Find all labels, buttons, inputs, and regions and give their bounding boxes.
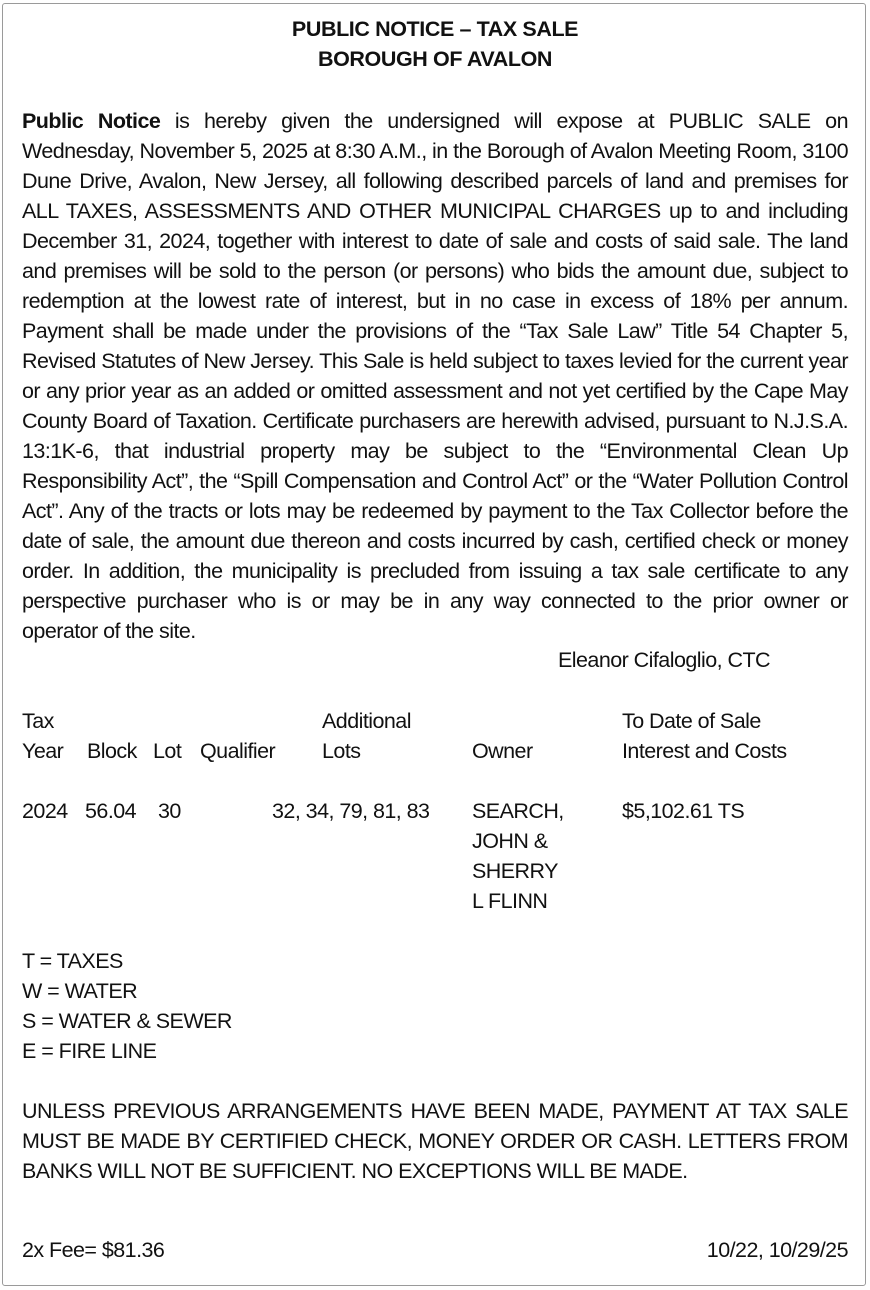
cell-amount: $5,102.61 TS [622, 799, 745, 823]
header-additional-lots-line1: Additional [322, 709, 411, 733]
header-amount-line1: To Date of Sale [622, 709, 761, 733]
header-owner: Owner [472, 739, 533, 763]
cell-lot: 30 [158, 799, 181, 823]
owner-line: SEARCH, [472, 799, 564, 823]
legend-item: E = FIRE LINE [22, 1039, 157, 1063]
legend-item: T = TAXES [22, 949, 123, 973]
cell-block: 56.04 [85, 799, 137, 823]
legend-item: S = WATER & SEWER [22, 1009, 232, 1033]
notice-body-text: is hereby given the undersigned will expose at PUBLIC SALE on Wednesday, November 5, 2025 at 8:30 A.M., in the Borough of Avalon Meeting Room, 3100 Dune Drive, Avalon, New Jersey, all following described parcels of land and premises for ALL TAXES, ASSESSMENTS AND OTHER MUNICIPAL CHARGES up to and including December 31, 2024, together with interest to date of sale and costs of said sale. The land and premises will be sold to the person (or persons) who bids the amount due, subject to redemption at the lowest rate of interest, but in no case in excess of 18% per annum. Payment shall be made under the provisions of the “Tax Sale Law” Title 54 Chapter 5, Revised Statutes of New Jersey. This Sale is held subject to taxes levied for the current year or any prior year as an added or omitted assessment and not yet certified by the Cape May County Board of Taxation. Certificate purchasers are herewith advised, pursuant to N.J.S.A. 13:1K-6, that industrial property may be subject to the “Environmental Clean Up Responsibility Act”, the “Spill Compensation and Control Act” or the “Water Pollution Control Act”. Any of the tracts or lots may be redeemed by payment to the Tax Collector before the date of sale, the amount due thereon and costs incurred by cash, certified check or money order. In addition, the municipality is precluded from issuing a tax sale certificate to any perspective purchaser who is or may be in any way connected to the prior owner or operator of the site. [22, 109, 848, 643]
footer-fee: 2x Fee= $81.36 [22, 1238, 165, 1262]
header-tax-year [22, 706, 63, 766]
header-amount [622, 706, 787, 766]
header-amount-line2: Interest and Costs [622, 739, 787, 763]
owner-line: SHERRY [472, 859, 558, 883]
notice-title: PUBLIC NOTICE – TAX SALE [291, 17, 579, 41]
footer-dates: 10/22, 10/29/25 [706, 1238, 848, 1262]
owner-line: JOHN & [472, 829, 548, 853]
header-lot: Lot [153, 739, 182, 763]
legend-item: W = WATER [22, 979, 138, 1003]
header-additional-lots [322, 706, 411, 766]
header-additional-lots-line2: Lots [322, 739, 361, 763]
cell-tax-year: 2024 [22, 799, 68, 823]
header-block: Block [87, 739, 137, 763]
payment-notice: UNLESS PREVIOUS ARRANGEMENTS HAVE BEEN MADE, PAYMENT AT TAX SALE MUST BE MADE BY CERTIFIED CHECK, MONEY ORDER OR CASH. LETTERS FROM BANKS WILL NOT BE SUFFICIENT. NO EXCEPTIONS WILL BE MADE. [22, 1099, 848, 1183]
notice-body [22, 106, 848, 646]
header-tax-year-line1: Tax [22, 709, 54, 733]
signature: Eleanor Cifaloglio, CTC [558, 648, 770, 672]
legend [22, 946, 232, 1066]
owner-line: L FLINN [472, 889, 548, 913]
header-tax-year-line2: Year [22, 739, 64, 763]
notice-subtitle: BOROUGH OF AVALON [317, 47, 553, 71]
notice-lead: Public Notice [22, 109, 161, 133]
header-qualifier: Qualifier [200, 739, 276, 763]
cell-additional-lots: 32, 34, 79, 81, 83 [272, 799, 430, 823]
cell-owner [472, 796, 564, 916]
